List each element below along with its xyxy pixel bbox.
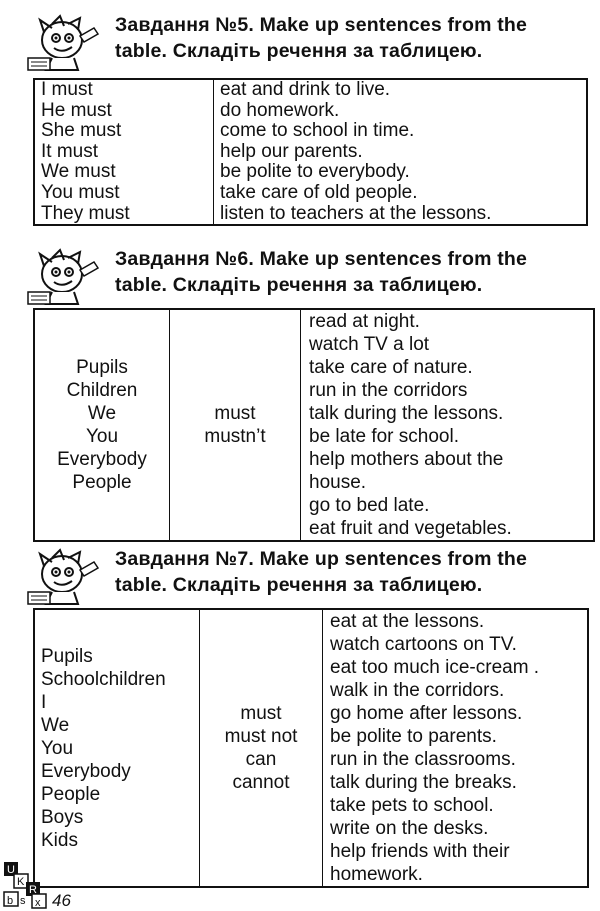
task-6-heading: [115, 246, 527, 298]
phrase-item: eat and drink to live.: [220, 79, 391, 100]
subject-item: They must: [41, 202, 130, 224]
phrase-item: homework.: [330, 864, 423, 885]
phrase-item: go to bed late.: [309, 495, 430, 516]
phrase-item: eat too much ice-cream .: [330, 657, 540, 678]
phrase-item: eat fruit and vegetables.: [309, 518, 512, 539]
phrase-item: help our parents.: [220, 140, 363, 162]
logo-letter: R: [29, 884, 37, 896]
subject-item: We must: [41, 161, 116, 183]
mascot-icon: [22, 248, 104, 308]
phrase-column: [323, 609, 589, 887]
phrase-item: go home after lessons.: [330, 703, 523, 724]
phrase-item: walk in the corridors.: [330, 680, 505, 701]
phrase-item: read at night.: [309, 311, 420, 332]
subject-column: [34, 309, 170, 541]
subject-item: Schoolchildren: [41, 668, 166, 690]
task-7-heading: [115, 546, 527, 598]
subject-item: Pupils: [41, 645, 93, 667]
phrase-item: take care of nature.: [309, 357, 473, 378]
subject-column: [34, 609, 200, 887]
subject-item: Children: [66, 380, 138, 401]
phrase-item: help friends with their: [330, 841, 510, 862]
subject-item: Kids: [41, 829, 78, 851]
phrase-item: write on the desks.: [330, 818, 489, 839]
subject-item: I must: [41, 79, 93, 100]
subject-item: People: [72, 472, 132, 493]
phrase-item: be late for school.: [309, 426, 459, 447]
phrase-item: be polite to everybody.: [220, 161, 410, 183]
subject-item: It must: [41, 140, 99, 162]
subject-item: You: [41, 737, 74, 759]
phrase-item: listen to teachers at the lessons.: [220, 202, 492, 224]
modal-column: [170, 309, 301, 541]
phrase-item: watch TV a lot: [309, 334, 430, 355]
subject-item: Everybody: [57, 449, 147, 470]
modal-item: can: [245, 749, 277, 770]
modal-column: [200, 609, 323, 887]
logo-letter: b: [7, 895, 14, 907]
subject-item: You: [85, 426, 119, 447]
subject-item: I: [41, 691, 47, 713]
subject-item: We: [87, 403, 117, 424]
subject-item: She must: [41, 120, 122, 142]
task-5-title-line-2: table. Складіть речення за таблицею.: [115, 40, 483, 62]
modal-item: must: [240, 703, 282, 724]
subject-item: Everybody: [41, 760, 131, 782]
task-5-table: [33, 78, 588, 226]
modal-item: mustn’t: [204, 426, 266, 447]
subject-item: He must: [41, 99, 112, 121]
logo-letter: K: [17, 876, 25, 888]
task-5-title-line-1: Завдання №5. Make up sentences from the: [115, 14, 528, 36]
phrase-item: help mothers about the: [309, 449, 504, 470]
phrase-item: take care of old people.: [220, 181, 418, 203]
logo-letter: x: [35, 897, 41, 909]
subject-column: [34, 79, 214, 225]
phrase-column: [301, 309, 595, 541]
phrase-item: run in the corridors: [309, 380, 468, 401]
task-7-table: [33, 608, 589, 888]
phrase-column: [214, 79, 588, 225]
subject-item: You must: [41, 181, 120, 203]
subject-item: Pupils: [76, 357, 128, 378]
page-number: 46: [52, 891, 71, 910]
task-6-title-line-2: table. Складіть речення за таблицею.: [115, 274, 483, 296]
phrase-item: come to school in time.: [220, 120, 415, 142]
phrase-item: run in the classrooms.: [330, 749, 516, 770]
phrase-item: talk during the breaks.: [330, 772, 517, 793]
mascot-icon: [22, 548, 104, 608]
task-5-heading: [115, 12, 527, 64]
task-6-table: [33, 308, 595, 542]
modal-item: cannot: [232, 772, 290, 793]
phrase-item: take pets to school.: [330, 795, 494, 816]
phrase-item: do homework.: [220, 99, 340, 121]
modal-item: must not: [224, 726, 298, 747]
logo-letter: U: [7, 864, 15, 876]
phrase-item: house.: [309, 472, 367, 493]
mascot-icon: [22, 14, 104, 74]
phrase-item: watch cartoons on TV.: [330, 634, 517, 655]
modal-item: must: [214, 403, 256, 424]
task-7-title-line-2: table. Складіть речення за таблицею.: [115, 574, 483, 596]
phrase-item: eat at the lessons.: [330, 611, 485, 632]
subject-item: Boys: [41, 806, 84, 828]
phrase-item: be polite to parents.: [330, 726, 497, 747]
task-7-title-line-1: Завдання №7. Make up sentences from the: [115, 548, 528, 570]
subject-item: We: [41, 714, 70, 736]
logo-letter: s: [20, 895, 26, 907]
task-6-title-line-1: Завдання №6. Make up sentences from the: [115, 248, 528, 270]
subject-item: People: [41, 783, 101, 805]
phrase-item: talk during the lessons.: [309, 403, 504, 424]
